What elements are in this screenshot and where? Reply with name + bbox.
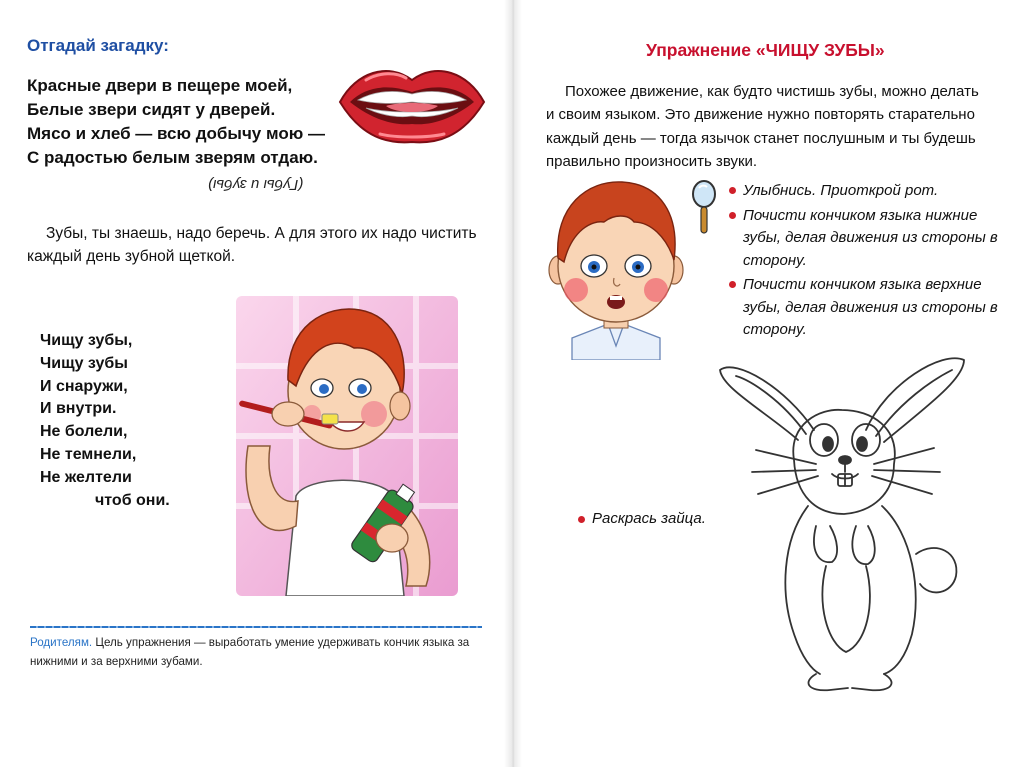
parents-note-text: Цель упражнения — выработать умение удерживать кончик языка за нижними и за верхними зубами. — [30, 636, 470, 668]
boy-face-illustration — [548, 178, 684, 360]
riddle-line: Мясо и хлеб — всю добычу мою — — [27, 124, 325, 143]
book-gutter — [504, 0, 522, 767]
exercise-description: Похожее движение, как будто чистишь зубы, можно делать и своим языком. Это движение нужно повторять старательно каждый день — тогда язычок станет послушным и ты будешь правильно произносить звуки. — [546, 83, 979, 171]
poem — [40, 330, 170, 512]
hand-mirror-icon — [690, 180, 718, 236]
poem-line: И снаружи, — [40, 377, 128, 395]
poem-line: Не желтели — [40, 468, 132, 486]
riddle-heading: Отгадай загадку: — [27, 36, 169, 55]
step-item: Улыбнись. Приоткрой рот. — [727, 180, 1007, 203]
riddle-line: Красные двери в пещере моей, — [27, 76, 293, 95]
poem-line: Чищу зубы, — [40, 332, 133, 349]
poem-line: Чищу зубы — [40, 354, 128, 372]
boy-brushing-teeth-illustration — [226, 296, 466, 596]
parents-note — [30, 633, 490, 671]
color-bunny-task: Раскрась зайца. — [576, 510, 706, 527]
lips-icon — [336, 58, 488, 146]
step-item: Почисти кончиком языка нижние зубы, делая движения из стороны в сторону. — [727, 205, 1007, 273]
poem-line: чтоб они. — [95, 491, 170, 509]
exercise-title: Упражнение «ЧИЩУ ЗУБЫ» — [646, 40, 885, 60]
exercise-steps — [727, 180, 1007, 344]
poem-line: Не болели, — [40, 423, 128, 441]
bunny-outline-illustration — [716, 344, 976, 694]
riddle-answer-mirrored: (Губы и зубы) — [208, 176, 304, 193]
step-item: Почисти кончиком языка верхние зубы, делая движения из стороны в сторону. — [727, 274, 1007, 342]
parents-note-label: Родителям. — [30, 636, 93, 649]
parents-note-divider — [30, 626, 482, 628]
poem-line: Не темнели, — [40, 445, 137, 463]
poem-line: И внутри. — [40, 400, 117, 418]
riddle-text — [27, 74, 325, 170]
riddle-line: С радостью белым зверям отдаю. — [27, 148, 318, 167]
riddle-line: Белые звери сидят у дверей. — [27, 100, 276, 119]
teeth-care-text: Зубы, ты знаешь, надо беречь. А для этого их надо чистить каждый день зубной щеткой. — [27, 225, 477, 265]
